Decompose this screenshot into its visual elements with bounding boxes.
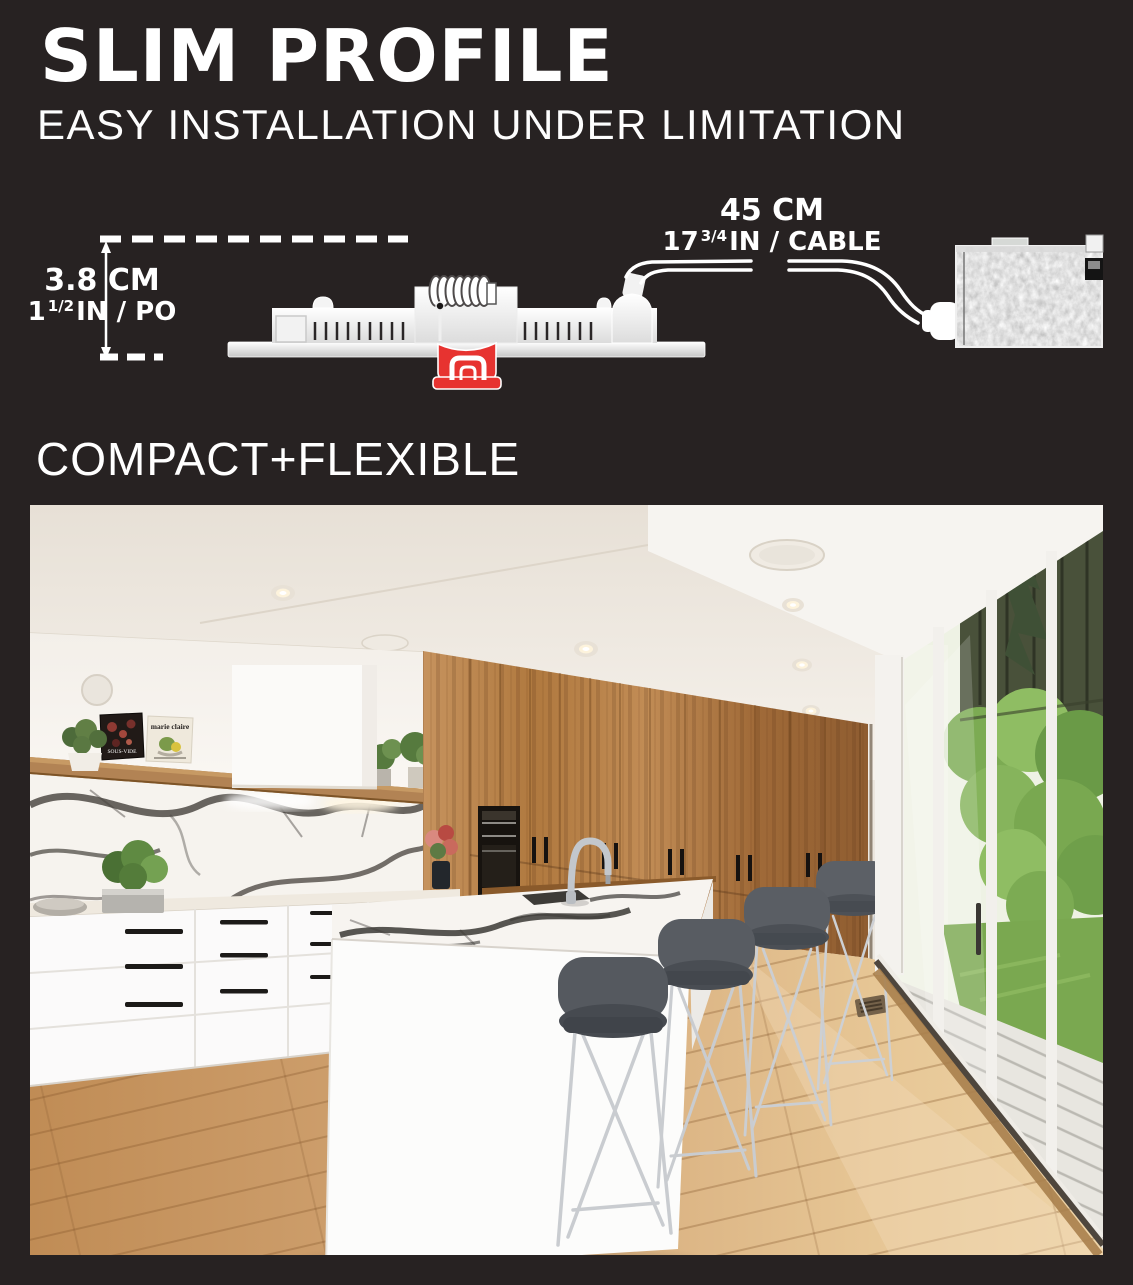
cable-length-label: [640, 194, 904, 257]
screw-dome-right: [597, 298, 611, 308]
wall-blank-plate: [82, 675, 112, 705]
connection-cable: [626, 261, 930, 323]
counter-bowl: [33, 898, 87, 916]
junction-box: [922, 235, 1103, 347]
cable-gland: [612, 272, 652, 343]
installation-diagram: [0, 0, 1133, 500]
fixture-diagram-drawing: [0, 0, 1133, 500]
range-hood: [232, 665, 377, 788]
page-subtitle: EASY INSTALLATION UNDER LIMITATION: [37, 101, 906, 148]
height-cm: 3.8 CM: [44, 263, 160, 298]
magazine-title: marie claire: [150, 722, 190, 731]
height-inches: 1 $^{1/2}$IN / PO: [27, 296, 177, 327]
screw-dome-left: [313, 297, 333, 308]
kitchen-photo: [30, 505, 1103, 1255]
page-title: SLIM PROFILE: [40, 14, 614, 98]
kitchen-island: [326, 841, 713, 1255]
red-mounting-clip: [433, 343, 501, 389]
cable-inches: 17 $^{3/4}$IN / CABLE: [662, 226, 882, 257]
door-handle: [976, 903, 981, 955]
section-heading: COMPACT+FLEXIBLE: [36, 433, 521, 485]
magazine: [146, 716, 193, 763]
box-clip: [1086, 235, 1103, 252]
cable-cm: 45 CM: [719, 193, 825, 228]
height-dimension-label: [14, 264, 190, 327]
kitchen-photo-illustration: [30, 505, 1103, 1255]
recessed-light-fixture: [228, 272, 705, 389]
cookbook-title: SOUS-VIDE: [107, 749, 137, 755]
